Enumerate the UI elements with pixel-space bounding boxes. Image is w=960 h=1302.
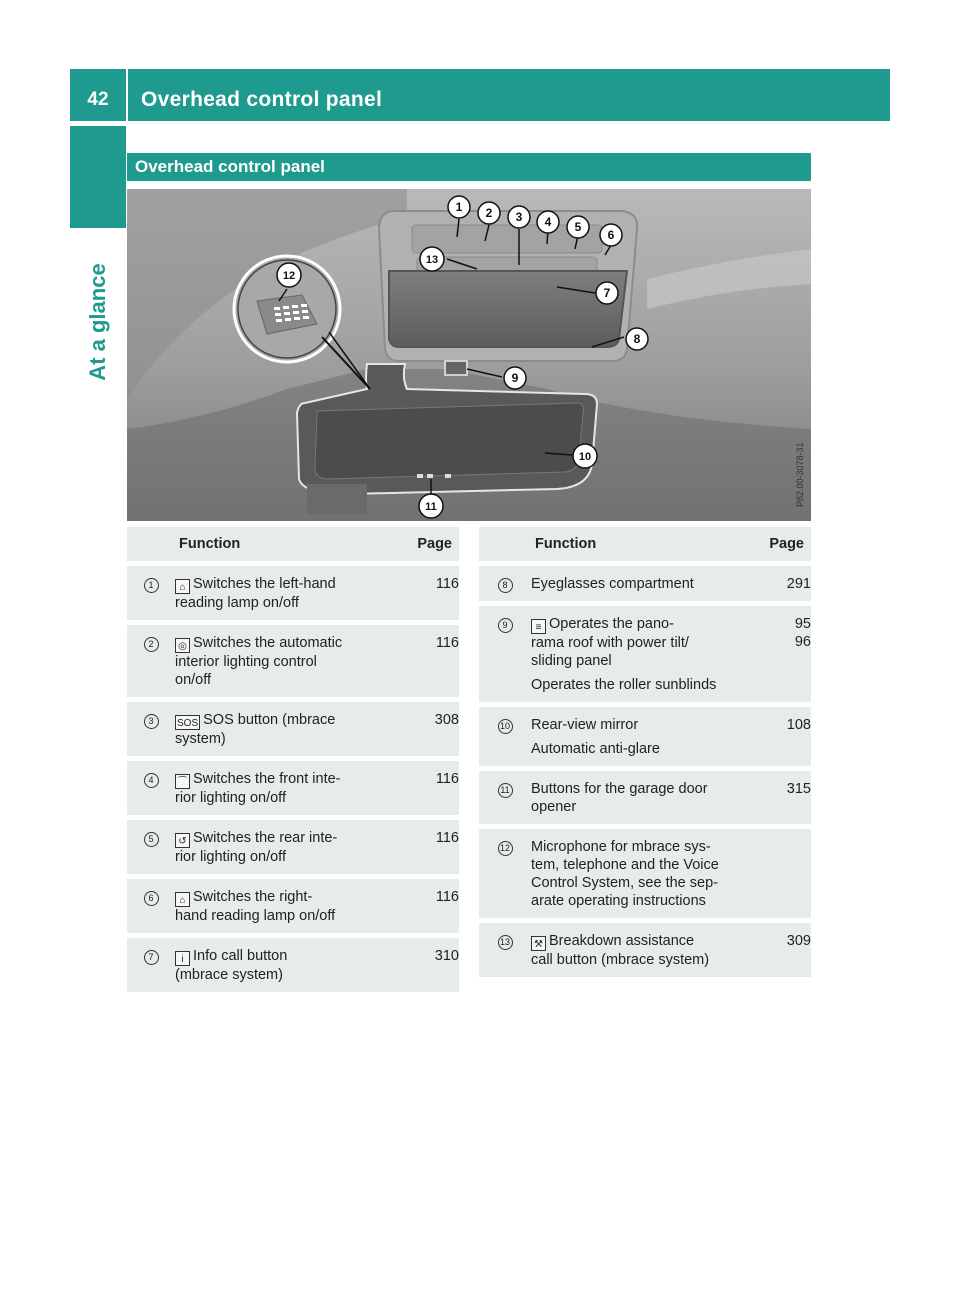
function-text: system) bbox=[175, 730, 226, 747]
callout-1 bbox=[448, 196, 470, 218]
callout-7 bbox=[596, 282, 618, 304]
svg-text:11: 11 bbox=[425, 501, 437, 513]
function-text-line bbox=[175, 947, 395, 966]
page-reference: 315 bbox=[786, 780, 811, 797]
svg-text:3: 3 bbox=[515, 210, 523, 224]
function-text: (mbrace system) bbox=[175, 966, 283, 983]
function-cell bbox=[175, 563, 395, 622]
table-header-function: Function bbox=[175, 527, 395, 563]
function-text: opener bbox=[531, 798, 577, 815]
svg-text:5: 5 bbox=[574, 220, 582, 234]
function-cell bbox=[531, 603, 747, 704]
function-text-line bbox=[531, 634, 747, 652]
function-cell bbox=[175, 817, 395, 876]
item-number-cell bbox=[127, 699, 175, 758]
page-reference: 116 bbox=[435, 770, 459, 787]
function-cell bbox=[531, 920, 747, 979]
function-text: Operates the roller sunblinds bbox=[531, 676, 717, 693]
page-reference: 96 bbox=[794, 633, 811, 650]
svg-text:12: 12 bbox=[282, 270, 296, 282]
side-tab-block bbox=[70, 126, 126, 228]
page-cell bbox=[747, 563, 811, 603]
page-reference: 308 bbox=[434, 711, 459, 728]
function-text: SOS button (mbrace bbox=[203, 711, 336, 728]
item-number: 8 bbox=[498, 578, 513, 593]
running-title: Overhead control panel bbox=[141, 88, 383, 111]
table-row bbox=[479, 704, 811, 768]
page-cell bbox=[395, 876, 459, 935]
svg-text:9: 9 bbox=[511, 371, 519, 385]
function-text-line bbox=[175, 829, 395, 848]
function-text-line bbox=[175, 730, 395, 748]
function-cell bbox=[175, 876, 395, 935]
table-header-page: Page bbox=[747, 527, 811, 563]
svg-text:6: 6 bbox=[607, 228, 615, 242]
breakdown-call-icon: ⚒ bbox=[531, 936, 546, 951]
callout-5 bbox=[567, 216, 589, 238]
callout-11 bbox=[419, 494, 443, 518]
item-number-cell bbox=[127, 876, 175, 935]
table-header-blank bbox=[479, 527, 531, 563]
function-text-line bbox=[175, 789, 395, 807]
function-table-left bbox=[127, 527, 459, 997]
item-number: 2 bbox=[144, 637, 159, 652]
automatic-interior-lighting-icon: ◎ bbox=[175, 638, 190, 653]
function-text: reading lamp on/off bbox=[175, 594, 299, 611]
function-text: tem, telephone and the Voice bbox=[531, 856, 719, 873]
header-divider bbox=[126, 69, 128, 121]
item-number-cell bbox=[479, 563, 531, 603]
function-text-line bbox=[175, 671, 395, 689]
table-row bbox=[479, 603, 811, 704]
function-text-line bbox=[531, 838, 747, 856]
photo-code: P82.00-3078-31 bbox=[795, 442, 805, 507]
svg-text:2: 2 bbox=[485, 206, 493, 220]
page-cell bbox=[395, 622, 459, 699]
function-text: rior lighting on/off bbox=[175, 789, 286, 806]
table-row bbox=[127, 699, 459, 758]
svg-text:8: 8 bbox=[633, 332, 641, 346]
function-text-line bbox=[531, 716, 747, 734]
function-text-line bbox=[175, 888, 395, 907]
function-text: Switches the rear inte- bbox=[193, 829, 338, 846]
item-number-cell bbox=[479, 704, 531, 768]
item-number-cell bbox=[479, 826, 531, 920]
function-text-line bbox=[175, 711, 395, 730]
table-row bbox=[127, 563, 459, 622]
function-text-line bbox=[531, 615, 747, 634]
function-cell bbox=[531, 826, 747, 920]
function-text-line bbox=[531, 780, 747, 798]
function-cell bbox=[531, 768, 747, 826]
function-text: arate operating instructions bbox=[531, 892, 706, 909]
function-text-line bbox=[531, 856, 747, 874]
sos-icon: SOS bbox=[175, 715, 200, 730]
page-cell bbox=[395, 935, 459, 994]
item-number: 7 bbox=[144, 950, 159, 965]
function-cell bbox=[175, 758, 395, 817]
info-call-icon: i bbox=[175, 951, 190, 966]
function-text-line bbox=[175, 634, 395, 653]
page-reference: 116 bbox=[435, 575, 459, 592]
function-text-line bbox=[175, 653, 395, 671]
function-cell bbox=[175, 622, 395, 699]
item-number-cell bbox=[127, 563, 175, 622]
page-reference: 291 bbox=[786, 575, 811, 592]
table-row bbox=[127, 935, 459, 994]
item-number: 13 bbox=[498, 935, 513, 950]
function-text: Eyeglasses compartment bbox=[531, 575, 694, 592]
page-cell bbox=[747, 768, 811, 826]
function-text: rior lighting on/off bbox=[175, 848, 286, 865]
callout-8 bbox=[626, 328, 648, 350]
table-row bbox=[479, 920, 811, 979]
callout-12 bbox=[277, 263, 301, 287]
item-number-cell bbox=[127, 758, 175, 817]
function-cell bbox=[175, 699, 395, 758]
function-table-right bbox=[479, 527, 811, 982]
function-text: Switches the right- bbox=[193, 888, 313, 905]
item-number-cell bbox=[127, 817, 175, 876]
page-reference: 95 bbox=[794, 615, 811, 632]
table-row bbox=[127, 622, 459, 699]
item-number-cell bbox=[479, 768, 531, 826]
page-cell bbox=[747, 920, 811, 979]
function-text-line bbox=[531, 892, 747, 910]
function-text: sliding panel bbox=[531, 652, 612, 669]
function-text-line bbox=[531, 676, 747, 694]
table-row bbox=[127, 817, 459, 876]
reading-lamp-icon: ⌂ bbox=[175, 892, 190, 907]
callout-10 bbox=[573, 444, 597, 468]
function-text-line bbox=[175, 907, 395, 925]
page-cell bbox=[395, 699, 459, 758]
reading-lamp-icon: ⌂ bbox=[175, 579, 190, 594]
item-number-cell bbox=[479, 603, 531, 704]
function-text: Buttons for the garage door bbox=[531, 780, 708, 797]
function-cell bbox=[531, 704, 747, 768]
callout-13 bbox=[420, 247, 444, 271]
page-reference: 310 bbox=[434, 947, 459, 964]
page-reference: 116 bbox=[435, 634, 459, 651]
item-number: 12 bbox=[498, 841, 513, 856]
item-number: 1 bbox=[144, 578, 159, 593]
function-text: rama roof with power tilt/ bbox=[531, 634, 689, 651]
item-number: 9 bbox=[498, 618, 513, 633]
function-text: on/off bbox=[175, 671, 212, 688]
function-text-line bbox=[531, 874, 747, 892]
page-cell bbox=[395, 817, 459, 876]
function-text: Switches the front inte- bbox=[193, 770, 341, 787]
function-cell bbox=[175, 935, 395, 994]
svg-text:13: 13 bbox=[425, 254, 439, 266]
callout-3 bbox=[508, 206, 530, 228]
callout-4 bbox=[537, 211, 559, 233]
function-text-line bbox=[175, 575, 395, 594]
item-number-cell bbox=[127, 935, 175, 994]
function-cell bbox=[531, 563, 747, 603]
page-cell bbox=[395, 563, 459, 622]
function-text: Operates the pano- bbox=[549, 615, 674, 632]
page-number: 42 bbox=[87, 89, 109, 110]
function-text-line bbox=[531, 932, 747, 951]
callout-6 bbox=[600, 224, 622, 246]
item-number: 4 bbox=[144, 773, 159, 788]
item-number: 11 bbox=[498, 783, 513, 798]
function-text: Switches the automatic bbox=[193, 634, 343, 651]
table-row bbox=[479, 563, 811, 603]
item-number-cell bbox=[127, 622, 175, 699]
page-reference: 116 bbox=[435, 829, 459, 846]
function-text: Microphone for mbrace sys- bbox=[531, 838, 711, 855]
panorama-roof-icon: ≡ bbox=[531, 619, 546, 634]
item-number: 10 bbox=[498, 719, 513, 734]
table-row bbox=[479, 768, 811, 826]
overhead-panel-photo bbox=[127, 189, 811, 521]
callout-9 bbox=[504, 367, 526, 389]
function-text: Rear-view mirror bbox=[531, 716, 639, 733]
item-number: 5 bbox=[144, 832, 159, 847]
page-cell bbox=[747, 603, 811, 704]
function-text-line bbox=[175, 770, 395, 789]
function-text: Info call button bbox=[193, 947, 288, 964]
table-header-blank bbox=[127, 527, 175, 563]
table-header-page: Page bbox=[395, 527, 459, 563]
svg-text:7: 7 bbox=[603, 286, 611, 300]
table-row bbox=[479, 826, 811, 920]
section-title: Overhead control panel bbox=[127, 153, 811, 181]
page-cell bbox=[747, 704, 811, 768]
svg-text:1: 1 bbox=[455, 200, 463, 214]
table-header-function: Function bbox=[531, 527, 747, 563]
function-text-line bbox=[531, 798, 747, 816]
function-text-line bbox=[531, 740, 747, 758]
function-text: Control System, see the sep- bbox=[531, 874, 718, 891]
page-reference: 309 bbox=[786, 932, 811, 949]
function-text-line bbox=[531, 575, 747, 593]
function-text: Switches the left-hand bbox=[193, 575, 336, 592]
function-text: interior lighting control bbox=[175, 653, 317, 670]
front-interior-lighting-icon: ⁀ bbox=[175, 774, 190, 789]
function-text: Automatic anti-glare bbox=[531, 740, 660, 757]
function-text: hand reading lamp on/off bbox=[175, 907, 336, 924]
side-tab-label: At a glance bbox=[85, 263, 110, 381]
svg-text:4: 4 bbox=[544, 215, 552, 229]
rear-interior-lighting-icon: ↺ bbox=[175, 833, 190, 848]
item-number-cell bbox=[479, 920, 531, 979]
svg-text:10: 10 bbox=[578, 451, 592, 463]
function-text-line bbox=[531, 951, 747, 969]
eyeglasses-compartment bbox=[389, 271, 627, 347]
function-text: call button (mbrace system) bbox=[531, 951, 710, 968]
function-text-line bbox=[531, 652, 747, 670]
page-cell bbox=[395, 758, 459, 817]
table-row bbox=[127, 876, 459, 935]
page-reference: 108 bbox=[786, 716, 811, 733]
function-text-line bbox=[175, 848, 395, 866]
function-text: Breakdown assistance bbox=[549, 932, 695, 949]
item-number: 3 bbox=[144, 714, 159, 729]
function-text-line bbox=[175, 594, 395, 612]
page-reference: 116 bbox=[435, 888, 459, 905]
callout-2 bbox=[478, 202, 500, 224]
page-cell bbox=[747, 826, 811, 920]
item-number: 6 bbox=[144, 891, 159, 906]
table-row bbox=[127, 758, 459, 817]
function-text-line bbox=[175, 966, 395, 984]
